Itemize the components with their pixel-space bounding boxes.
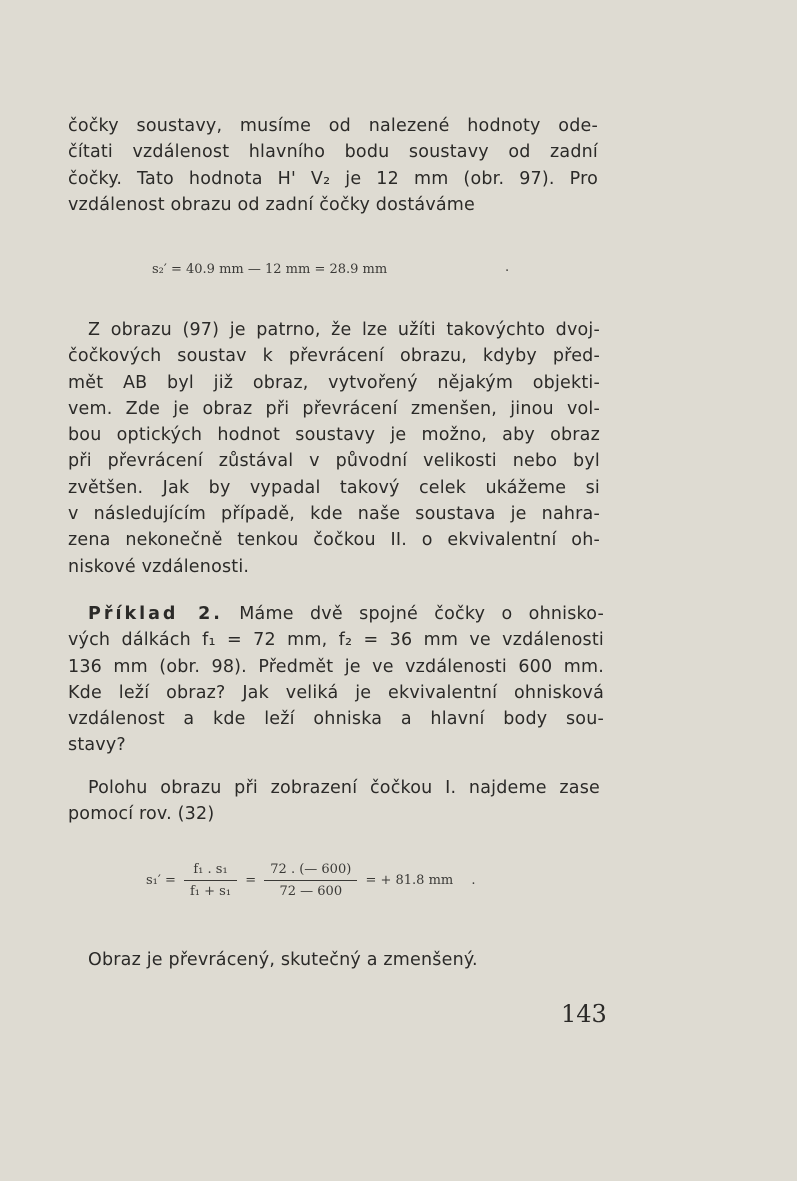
text-line: při převrácení zůstával v původní velikosti nebo byl bbox=[68, 451, 600, 472]
fraction-2-numerator: 72 . (— 600) bbox=[264, 862, 357, 881]
text-line: pomocí rov. (32) bbox=[68, 804, 215, 825]
text-line: vých dálkách f₁ = 72 mm, f₂ = 36 mm ve vzdálenosti bbox=[68, 630, 604, 651]
paragraph-1 bbox=[68, 113, 598, 218]
paragraph-2 bbox=[68, 317, 600, 580]
paragraph-example bbox=[68, 601, 604, 759]
text-line: čočky. Tato hodnota H' V₂ je 12 mm (obr. 97). Pro bbox=[68, 168, 598, 189]
equation-2 bbox=[146, 862, 476, 899]
text-line: bou optických hodnot soustavy je možno, aby obraz bbox=[68, 425, 600, 446]
equation-1-period: . bbox=[505, 260, 510, 275]
paragraph-4 bbox=[68, 775, 600, 828]
text-line: stavy? bbox=[68, 735, 126, 756]
text-line: čočky soustavy, musíme od nalezené hodnoty ode- bbox=[68, 116, 598, 136]
text-line: niskové vzdálenosti. bbox=[68, 556, 250, 577]
equation-text: s₂′ = 40.9 mm — 12 mm = 28.9 mm bbox=[152, 262, 388, 277]
text-line: Kde leží obraz? Jak veliká je ekvivalentní ohnisková bbox=[68, 682, 604, 703]
paragraph-5 bbox=[88, 947, 568, 973]
text-line: zena nekonečně tenkou čočkou II. o ekvivalentní oh- bbox=[68, 530, 600, 551]
text-line: vzdálenost obrazu od zadní čočky dostáváme bbox=[68, 194, 476, 215]
text-line: Příklad 2. Máme dvě spojné čočky o ohnisko- bbox=[88, 604, 604, 624]
fraction-1-denominator: f₁ + s₁ bbox=[190, 884, 232, 899]
text-line: 136 mm (obr. 98). Předmět je ve vzdálenosti 600 mm. bbox=[68, 656, 604, 677]
text-line: vem. Zde je obraz při převrácení zmenšen, jinou vol- bbox=[68, 398, 600, 419]
text-line: v následujícím případě, kde naše soustava je nahra- bbox=[68, 504, 600, 525]
text-line: čočkových soustav k převrácení obrazu, kdyby před- bbox=[68, 346, 600, 367]
text-line: zvětšen. Jak by vypadal takový celek ukážeme si bbox=[68, 477, 600, 498]
equation-1 bbox=[152, 262, 387, 277]
page-number: 143 bbox=[561, 1000, 607, 1028]
fraction-1 bbox=[184, 862, 237, 899]
fraction-2 bbox=[264, 862, 357, 899]
text-line: mět AB byl již obraz, vytvořený nějakým objekti- bbox=[68, 372, 600, 393]
text-line: Z obrazu (97) je patrno, že lze užíti takovýchto dvoj- bbox=[88, 320, 600, 340]
fraction-1-numerator: f₁ . s₁ bbox=[184, 862, 237, 881]
text-line: Obraz je převrácený, skutečný a zmenšený. bbox=[88, 950, 478, 970]
fraction-2-denominator: 72 — 600 bbox=[279, 884, 343, 899]
text-line: vzdálenost a kde leží ohniska a hlavní body sou- bbox=[68, 709, 604, 730]
example-label: Příklad 2. bbox=[88, 604, 223, 624]
equation-period: . bbox=[471, 873, 476, 888]
equation-lhs: s₁′ = bbox=[146, 873, 176, 888]
text-line: Polohu obrazu při zobrazení čočkou I. najdeme zase bbox=[88, 778, 600, 798]
equation-equals: = bbox=[245, 873, 257, 888]
text-line: čítati vzdálenost hlavního bodu soustavy od zadní bbox=[68, 142, 598, 163]
equation-rhs: = + 81.8 mm bbox=[365, 873, 454, 888]
